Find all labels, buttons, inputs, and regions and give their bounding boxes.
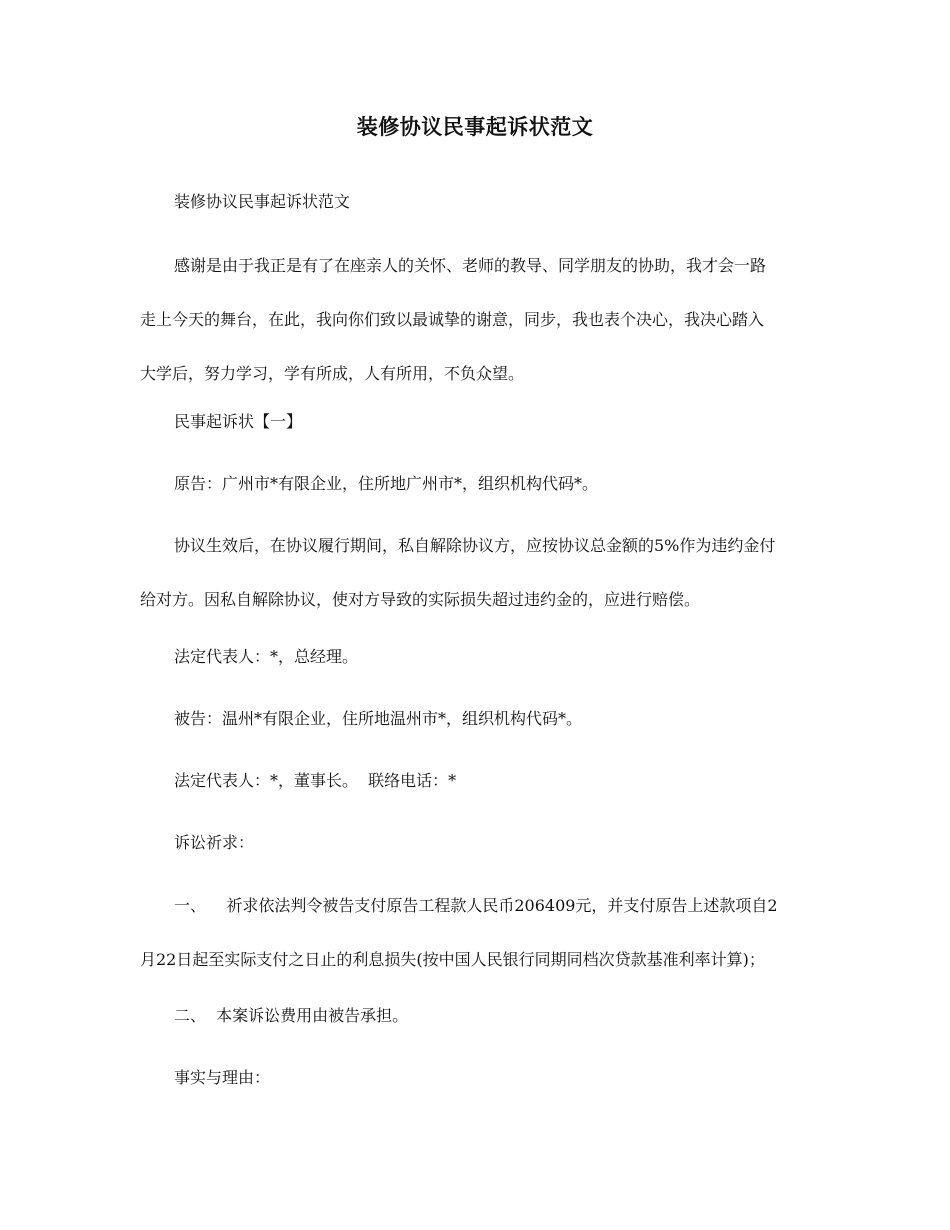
clause-line-1: 协议生效后，在协议履行期间，私自解除协议方，应按协议总金额的5%作为违约金付	[174, 536, 776, 555]
contract-clause-paragraph	[140, 519, 810, 627]
defendant-representative: 法定代表人：*，董事长。 联络电话：*	[174, 771, 457, 790]
claim-1-line-2: 月22日起至实际支付之日止的利息损失(按中国人民银行同期同档次贷款基准利率计算)；	[140, 950, 765, 969]
plaintiff-paragraph: 原告：广州市*有限企业，住所地广州市*，组织机构代码*。	[174, 474, 599, 493]
intro-paragraph	[140, 239, 810, 401]
facts-heading: 事实与理由：	[174, 1068, 271, 1087]
plaintiff-representative: 法定代表人：*，总经理。	[174, 647, 359, 666]
intro-line-1: 感谢是由于我正是有了在座亲人的关怀、老师的教导、同学朋友的协助，我才会一路	[174, 256, 767, 275]
defendant-paragraph: 被告：温州*有限企业，住所地温州市*，组织机构代码*。	[174, 709, 583, 728]
clause-line-2: 给对方。因私自解除协议，使对方导致的实际损失超过违约金的，应进行赔偿。	[140, 590, 701, 609]
intro-line-2: 走上今天的舞台，在此，我向你们致以最诚挚的谢意，同步，我也表个决心，我决心踏入	[140, 310, 765, 329]
claim-1-line-1: 一、 祈求依法判令被告支付原告工程款人民币206409元，并支付原告上述款项自2	[174, 896, 778, 915]
subtitle-paragraph: 装修协议民事起诉状范文	[174, 192, 351, 211]
claim-2-paragraph: 二、 本案诉讼费用由被告承担。	[174, 1006, 409, 1025]
document-title: 装修协议民事起诉状范文	[356, 114, 594, 139]
claim-1-paragraph	[140, 879, 810, 987]
section-heading: 民事起诉状【一】	[174, 412, 303, 431]
claims-heading: 诉讼祈求：	[174, 833, 255, 852]
intro-line-3: 大学后，努力学习，学有所成，人有所用，不负众望。	[140, 364, 525, 383]
